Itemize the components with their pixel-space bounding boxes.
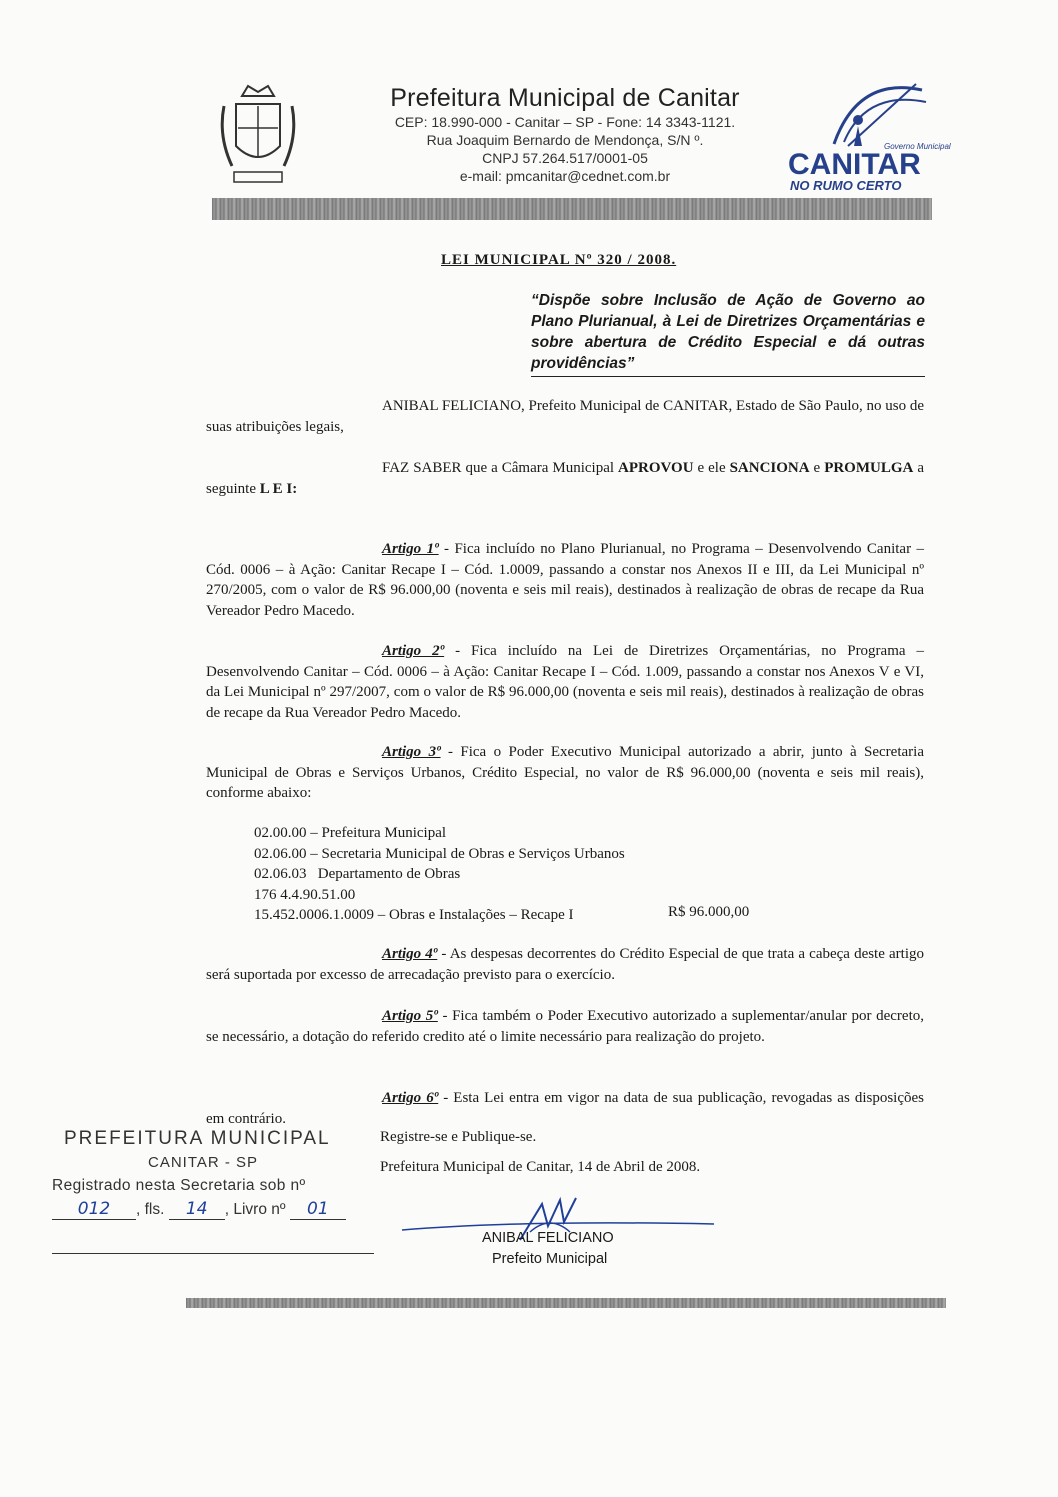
article-3: Artigo 3º - Fica o Poder Executivo Municipal autorizado a abrir, junto à Secretaria Municipal de Obras e Serviços Urbanos, Crédito Especial, no valor de R$ 96.000,00 (noventa e seis mil reais), conforme abaixo: (206, 744, 924, 801)
budget-line: 15.452.0006.1.0009 – Obras e Instalações – Recape I (254, 907, 574, 923)
government-logo (788, 80, 951, 196)
logo-governo-municipal: Governo Municipal (884, 142, 951, 151)
article-2-label: Artigo 2º (382, 643, 445, 659)
letterhead-title: Prefeitura Municipal de Canitar (390, 84, 740, 112)
budget-line: 02.00.00 – Prefeitura Municipal (254, 825, 447, 841)
law-title: LEI MUNICIPAL Nº 320 / 2008. (441, 252, 677, 268)
signatory-role: Prefeito Municipal (492, 1251, 608, 1267)
budget-line: 02.06.00 – Secretaria Municipal de Obras e Serviços Urbanos (254, 845, 625, 862)
article-5: Artigo 5º - Fica também o Poder Executivo autorizado a suplementar/anular por decreto, se necessário, a dotação do referido credito até o limite necessário para realização do projeto. (206, 1008, 924, 1045)
stamp-number-handwritten: 012 (52, 1199, 136, 1220)
signatory-name: ANIBAL FELICIANO (482, 1230, 614, 1246)
stamp-registration-line: 012 , fls. 14 , Livro nº 01 (52, 1199, 382, 1220)
budget-line: 176 4.4.90.51.00 (254, 886, 356, 903)
letterhead-address-cep: CEP: 18.990-000 - Canitar – SP - Fone: 14 3343-1121. (394, 114, 736, 130)
stamp-signature-line (52, 1253, 374, 1254)
letterhead-email: e-mail: pmcanitar@cednet.com.br (459, 168, 671, 184)
logo-slogan: NO RUMO CERTO (790, 178, 902, 193)
stamp-livro-handwritten: 01 (290, 1199, 346, 1220)
article-6: Artigo 6º - Esta Lei entra em vigor na data de sua publicação, revogadas as disposições em contrário. (206, 1090, 924, 1127)
faz-saber: FAZ SABER que a Câmara Municipal APROVOU e ele SANCIONA e PROMULGA a seguinte L E I: (206, 460, 924, 497)
budget-line: 02.06.03 Departamento de Obras (254, 866, 461, 882)
date-line: Prefeitura Municipal de Canitar, 14 de Abril de 2008. (380, 1159, 701, 1175)
stamp-registered-text: Registrado nesta Secretaria sob nº (52, 1177, 306, 1194)
coat-of-arms-icon (216, 76, 300, 192)
stamp-title: PREFEITURA MUNICIPAL (64, 1128, 331, 1149)
stamp-fls-handwritten: 14 (169, 1199, 225, 1220)
letterhead-cnpj: CNPJ 57.264.517/0001-05 (482, 150, 648, 166)
footer-divider-bar (186, 1298, 946, 1308)
law-ementa: “Dispõe sobre Inclusão de Ação de Governo ao Plano Plurianual, à Lei de Diretrizes Orçamentárias e sobre abertura de Crédito Especial e dá outras providências” (531, 290, 925, 377)
article-4: Artigo 4º - As despesas decorrentes do Crédito Especial de que trata a cabeça deste artigo será suportada por excesso de arrecadação previsto para o exercício. (206, 946, 924, 983)
budget-amount: R$ 96.000,00 (668, 904, 750, 920)
article-1-label: Artigo 1º (382, 541, 439, 557)
header-divider-bar (212, 198, 932, 220)
article-5-label: Artigo 5º (382, 1008, 438, 1024)
article-2: Artigo 2º - Fica incluído na Lei de Diretrizes Orçamentárias, no Programa – Desenvolvendo Canitar – Cód. 0006 – à Ação: Canitar Recape I – Cód. 1.009, passando a constar nos Anexos V e VI, da Lei Municipal nº 297/2007, com o valor de R$ 96.000,00 (noventa e seis mil reais), destinados à realização de obras de recape da Rua Vereador Pedro Macedo. (206, 643, 924, 721)
letterhead (330, 84, 800, 185)
registre-publique: Registre-se e Publique-se. (380, 1129, 537, 1145)
registration-stamp (52, 1128, 382, 1220)
budget-allocation-list (254, 823, 625, 926)
article-6-label: Artigo 6º (382, 1090, 439, 1106)
logo-canitar: CANITAR (788, 148, 921, 181)
stamp-city: CANITAR - SP (148, 1154, 259, 1171)
letterhead-address-street: Rua Joaquim Bernardo de Mendonça, S/N º. (426, 132, 704, 148)
article-1: Artigo 1º - Fica incluído no Plano Plurianual, no Programa – Desenvolvendo Canitar – Cód. 0006 – à Ação: Canitar Recape I – Cód. 1.0009, passando a constar nos Anexos II e III, da Lei Municipal nº 270/2005, com o valor de R$ 96.000,00 (noventa e seis mil reais), destinados à realização de obras de recape da Rua Vereador Pedro Macedo. (206, 541, 924, 619)
preamble: ANIBAL FELICIANO, Prefeito Municipal de CANITAR, Estado de São Paulo, no uso de suas atribuições legais, (206, 398, 924, 435)
article-4-label: Artigo 4º (382, 946, 438, 962)
article-3-label: Artigo 3º (382, 744, 441, 760)
